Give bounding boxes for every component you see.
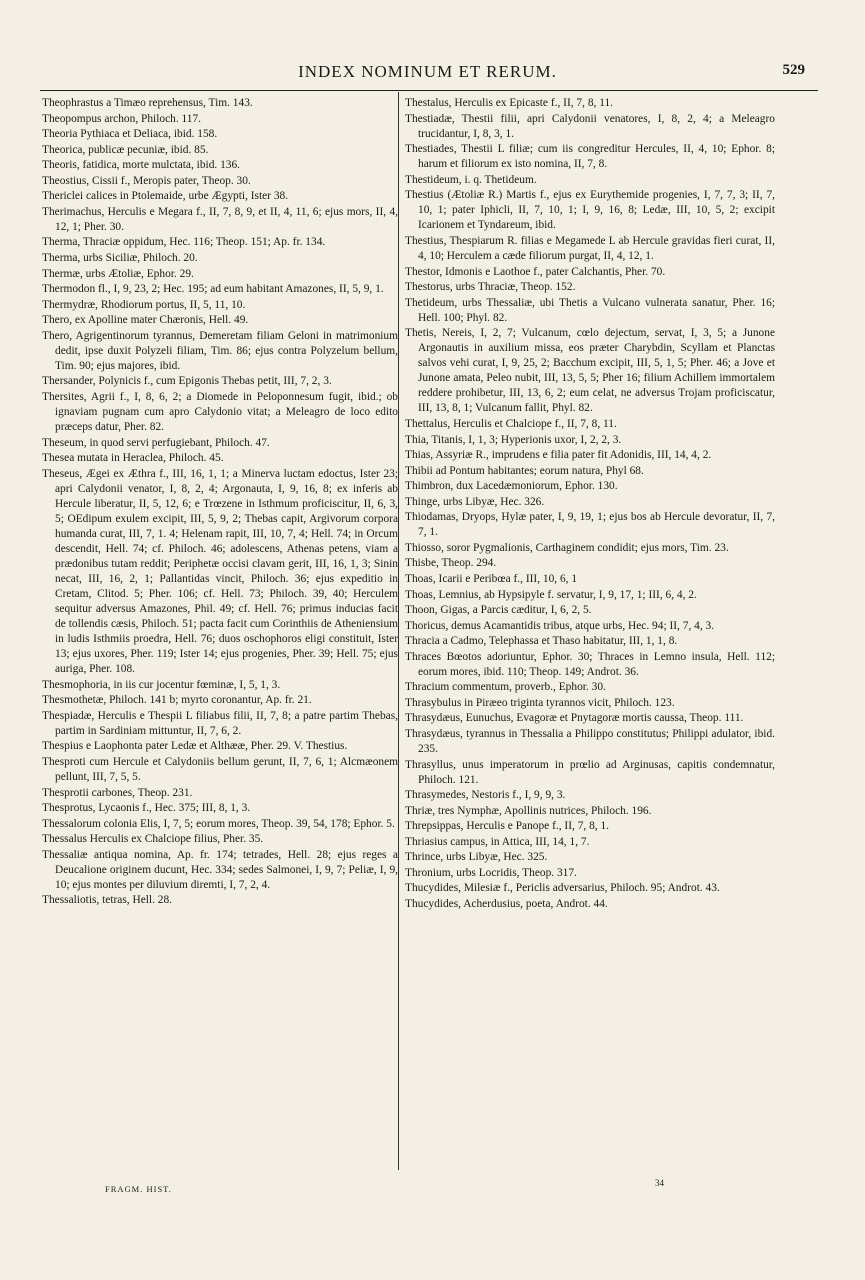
index-entry: Thesprotii carbones, Theop. 231.: [42, 786, 193, 799]
index-entry: Thesmothetæ, Philoch. 141 b; myrto coronantur, Ap. fr. 21.: [42, 694, 312, 707]
index-entry: Thriæ, tres Nymphæ, Apollinis nutrices, Philoch. 196.: [405, 804, 652, 817]
index-entry: Thesmophoria, in iis cur jocentur fœminæ, I, 5, 1, 3.: [42, 678, 281, 691]
index-entry: Thucydides, Milesiæ f., Periclis adversarius, Philoch. 95; Androt. 43.: [405, 882, 720, 895]
index-entry: Thrasyllus, unus imperatorum in prœlio ad Arginusas, capitis condemnatur, Philoch. 121.: [405, 758, 775, 786]
index-entry: Therma, urbs Siciliæ, Philoch. 20.: [42, 251, 198, 264]
index-entry: Thermodon fl., I, 9, 23, 2; Hec. 195; ad eum habitant Amazones, II, 5, 9, 1.: [42, 283, 384, 296]
index-entry: Thesprotus, Lycaonis f., Hec. 375; III, 8, 1, 3.: [42, 802, 251, 815]
index-entry: Thesproti cum Hercule et Calydoniis bellum gerunt, II, 7, 6, 1; Alcmæonem pellunt, III, 7, 5, 5.: [42, 756, 398, 784]
index-entry: Thero, ex Apolline mater Chæronis, Hell. 49.: [42, 314, 249, 327]
index-entry: Thessaliæ antiqua nomina, Ap. fr. 174; tetrades, Hell. 28; ejus reges a Deucalione originem ducunt, Hec. 334; sedes Salmonei, I, 9, 7; Peliæ, I, 9, 10; ejus montes per diluvium diremti, I, 7, 2, 4.: [42, 848, 398, 891]
index-entry: Thericlei calices in Ptolemaide, urbe Ægypti, Ister 38.: [42, 190, 289, 203]
index-entry: Thetis, Nereis, I, 2, 7; Vulcanum, cœlo dejectum, servat, I, 3, 5; a Junone Argonautis in auxilium missa, eos præter Charybdin, Scyllam et Planctas salvos vehi curat, I, 9, 25, 2; Bacchum excipit, III, 5, 1, 5; Pher. 46; a Jove et Junone amata, Peleo nubit, III, 13, 5, 5; Pher 16; filium Achillem immortalem reddere prohibetur, III, 13, 6, 2; eum celat, ne adversus Trojam proficiscatur, III, 13, 8, 1; Vulcanum fallit, Phyl. 82.: [405, 327, 775, 415]
index-entry: Theophrastus a Timæo reprehensus, Tim. 143.: [42, 97, 253, 109]
index-entry: Thoas, Icarii e Peribœa f., III, 10, 6, 1: [405, 572, 578, 585]
sheet-number: 34: [655, 1178, 664, 1188]
index-entry: Thias, Assyriæ R., imprudens e filia pater fit Adonidis, III, 14, 4, 2.: [405, 449, 712, 462]
index-entry: Theoria Pythiaca et Deliaca, ibid. 158.: [42, 128, 218, 141]
index-entry: Thermydræ, Rhodiorum portus, II, 5, 11, 10.: [42, 298, 246, 311]
index-entry: Thrasymedes, Nestoris f., I, 9, 9, 3.: [405, 789, 566, 802]
page-number: 529: [782, 62, 805, 78]
index-entry: Thestorus, urbs Thraciæ, Theop. 152.: [405, 281, 576, 294]
page-header: [40, 62, 815, 86]
index-entry: Thoas, Lemnius, ab Hypsipyle f. servatur, I, 9, 17, 1; III, 6, 4, 2.: [405, 588, 697, 601]
index-entry: Thestalus, Herculis ex Epicaste f., II, 7, 8, 11.: [405, 97, 614, 109]
index-entry: Theseum, in quod servi perfugiebant, Philoch. 47.: [42, 436, 270, 449]
index-entry: Thesea mutata in Heraclea, Philoch. 45.: [42, 452, 224, 465]
index-entry: Therma, Thraciæ oppidum, Hec. 116; Theop. 151; Ap. fr. 134.: [42, 236, 326, 249]
index-entry: Thracium commentum, proverb., Ephor. 30.: [405, 681, 606, 694]
index-entry: Thraces Bœotos adoriuntur, Ephor. 30; Thraces in Lemno insula, Hell. 112; eorum mores, ibid. 110; Theop. 149; Androt. 36.: [405, 650, 775, 678]
index-entry: Thrasydæus, tyrannus in Thessalia a Philippo constitutus; Philippi adulator, ibid. 235.: [405, 727, 775, 755]
index-entry: Thessaliotis, tetras, Hell. 28.: [42, 894, 173, 907]
index-entry: Thermæ, urbs Ætoliæ, Ephor. 29.: [42, 267, 194, 280]
index-entry: Thetideum, urbs Thessaliæ, ubi Thetis a Vulcano vulnerata sanatur, Pher. 16; Hell. 100; Phyl. 82.: [405, 296, 775, 324]
column-divider: [398, 92, 399, 1170]
header-rule: [40, 90, 818, 91]
index-entry: Thestideum, i. q. Thetideum.: [405, 173, 537, 186]
index-entry: Thrasydæus, Eunuchus, Evagoræ et Pnytagoræ mortis caussa, Theop. 111.: [405, 712, 744, 725]
index-entry: Threpsippas, Herculis e Panope f., II, 7, 8, 1.: [405, 820, 610, 833]
index-entry: Thracia a Cadmo, Telephassa et Thaso habitatur, III, 1, 1, 8.: [405, 635, 678, 648]
index-entry: Thinge, urbs Libyæ, Hec. 326.: [405, 495, 545, 508]
index-entry: Thettalus, Herculis et Chalciope f., II, 7, 8, 11.: [405, 417, 617, 430]
index-entry: Thestius, Thespiarum R. filias e Megamede L ab Hercule gravidas fieri curat, II, 4, 10; Herculem a cæde filiorum purgat, II, 4, 12, 1.: [405, 234, 775, 262]
sheet-signature: FRAGM. HIST.: [105, 1184, 172, 1194]
index-entry: Thrince, urbs Libyæ, Hec. 325.: [405, 851, 548, 864]
index-entry: Thestor, Idmonis e Laothoe f., pater Calchantis, Pher. 70.: [405, 265, 666, 278]
index-entry: Thronium, urbs Locridis, Theop. 317.: [405, 866, 577, 879]
index-entry: Thero, Agrigentinorum tyrannus, Demeretam filiam Geloni in matrimonium dedit, ipse duxit Polyzeli filiam, Tim. 86; ejus contra Polyzelum bellum, Tim. 90; ejus majores, ibid.: [42, 329, 398, 372]
index-entry: Therimachus, Herculis e Megara f., II, 7, 8, 9, et II, 4, 11, 6; ejus mors, II, 4, 12, 1; Pher. 30.: [42, 205, 398, 233]
index-entry: Thibii ad Pontum habitantes; eorum natura, Phyl 68.: [405, 464, 644, 477]
index-entry: Theseus, Ægei ex Æthra f., III, 16, 1, 1; a Minerva luctam edoctus, Ister 23; apri Calydonii venator, I, 8, 2, 4; Argonauta, I, 9, 16, 8; ex inferis ab Hercule liberatur, II, 5, 12, 6; e Trœzene in Isthmum proficiscitur, II, 6, 3, 5; OEdipum exulem excipit, III, 5, 9, 2; Thebas capit, Argivorum corpora humanda curat, III, 7, 1. 4; Helenam rapit, III, 10, 7, 4; Hell. 74; in Orcum descendit, Hell. 74; cf. Philoch. 46; adolescens, Athenas petens, viam a prædonibus tutam reddit; Periphetæ occisi clavam gerit, III, 16, 1, 3; Sinin necat, III, 16, 2, 1; Pallantidas vincit, Philoch. 36; ejus expeditio in Cretam, Clitod. 5; Pher. 106; cf. Hell. 73; Philoch. 39, 40; Herculem sequitur adversus Amazones, Phil. 49; cf. Hell. 76; primus inducias facit de tollendis cæsis, Philoch. 51; pacta facit cum Corinthiis de Atheniensium in ludis Isthmiis proedra, Hell. 76; duos oschophoros eligi constituit, Ister 13; ejus uxores, Pher. 119; Ister 14; ejus progenies, Pher. 39; Hell. 75; ejus auriga, Pher. 108.: [42, 467, 398, 676]
index-entry: Thessalus Herculis ex Chalciope filius, Pher. 35.: [42, 833, 264, 846]
index-entry: Thriasius campus, in Attica, III, 14, 1, 7.: [405, 835, 590, 848]
index-entry: Thestiadæ, Thestii filii, apri Calydonii venatores, I, 8, 2, 4; a Meleagro trucidantur, I, 8, 3, 1.: [405, 112, 775, 140]
index-entry: Theoris, fatidica, morte mulctata, ibid. 136.: [42, 159, 241, 172]
index-entry: Thucydides, Acherdusius, poeta, Androt. 44.: [405, 897, 608, 910]
index-entry: Thimbron, dux Lacedæmoniorum, Ephor. 130.: [405, 480, 618, 493]
index-entry: Thoricus, demus Acamantidis tribus, atque urbs, Hec. 94; II, 7, 4, 3.: [405, 619, 715, 632]
index-entry: Thestius (Ætoliæ R.) Martis f., ejus ex Eurythemide progenies, I, 7, 7, 3; II, 7, 10, 1; pater Iphicli, II, 7, 10, 1; I, 9, 16, 8; Ledæ, III, 10, 5, 2; excipit Icarionem et Tyndareum, ibid.: [405, 189, 775, 232]
left-index-column: [42, 96, 398, 909]
index-entry: Thestiades, Thestii L filiæ; cum iis congreditur Hercules, II, 4, 10; Ephor. 8; harum et filiorum ex isto nomina, II, 7, 8.: [405, 143, 775, 171]
index-entry: Thersites, Agrii f., I, 8, 6, 2; a Diomede in Peloponnesum fugit, ibid.; ob ignaviam pugnam cum apro Calydonio vitat; a Meleagro de loco edito præceps datur, Pher. 82.: [42, 390, 398, 433]
index-entry: Thiodamas, Dryops, Hylæ pater, I, 9, 19, 1; ejus bos ab Hercule devoratur, II, 7, 7, 1.: [405, 511, 775, 539]
index-entry: Thrasybulus in Piræeo triginta tyrannos vicit, Philoch. 123.: [405, 696, 675, 709]
index-entry: Theopompus archon, Philoch. 117.: [42, 112, 202, 125]
index-entry: Theorica, publicæ pecuniæ, ibid. 85.: [42, 143, 209, 156]
index-entry: Theostius, Cissii f., Meropis pater, Theop. 30.: [42, 174, 251, 187]
index-entry: Thespius e Laophonta pater Ledæ et Althææ, Pher. 29. V. Thestius.: [42, 740, 348, 753]
index-entry: Thia, Titanis, I, 1, 3; Hyperionis uxor, I, 2, 2, 3.: [405, 433, 622, 446]
index-entry: Thiosso, soror Pygmalionis, Carthaginem condidit; ejus mors, Tim. 23.: [405, 541, 729, 554]
index-entry: Thersander, Polynicis f., cum Epigonis Thebas petit, III, 7, 2, 3.: [42, 375, 332, 388]
index-entry: Thespiadæ, Herculis e Thespii L filiabus filii, II, 7, 8; a patre partim Thebas, partim in Sardiniam mittuntur, II, 7, 6, 2.: [42, 709, 398, 737]
index-entry: Thoon, Gigas, a Parcis cæditur, I, 6, 2, 5.: [405, 604, 592, 617]
right-index-column: [405, 96, 775, 912]
index-entry: Thisbe, Theop. 294.: [405, 557, 497, 570]
index-entry: Thessalorum colonia Elis, I, 7, 5; eorum mores, Theop. 39, 54, 178; Ephor. 5.: [42, 817, 395, 830]
running-title: INDEX NOMINUM ET RERUM.: [298, 62, 557, 81]
